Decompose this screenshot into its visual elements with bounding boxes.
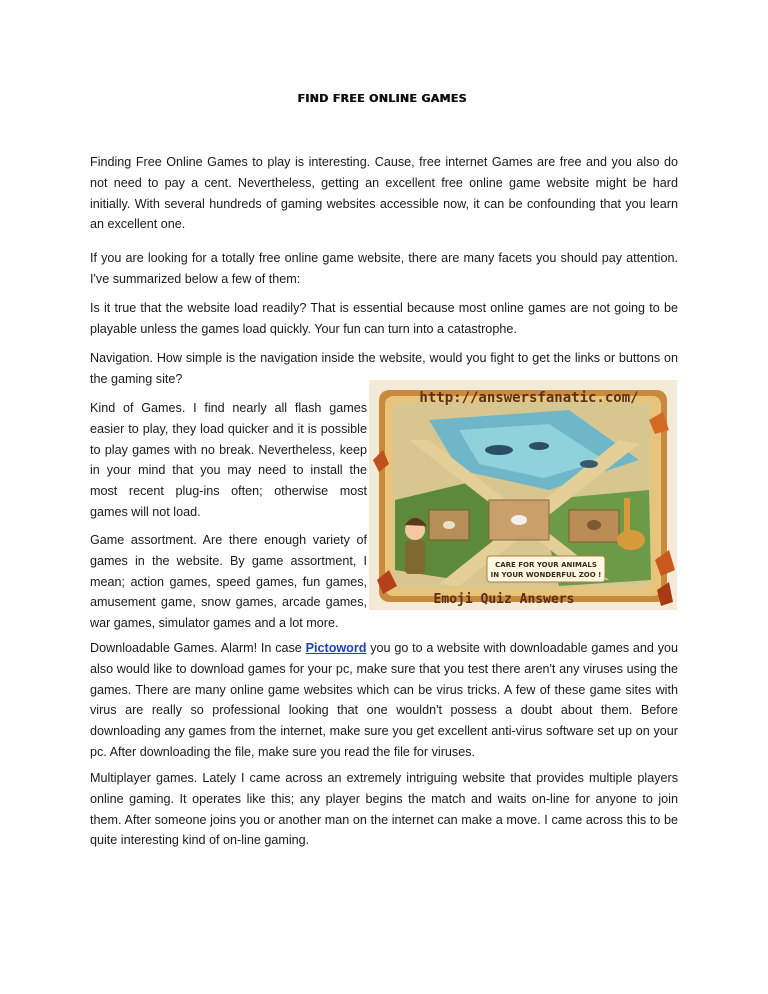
page-title: FIND FREE ONLINE GAMES [297, 92, 467, 105]
image-caption-line1: CARE FOR YOUR ANIMALS [495, 561, 597, 569]
paragraph-downloadable-games [90, 638, 678, 763]
paragraph-facets: If you are looking for a totally free online game website, there are many facets you should pay attention. I've summarized below a few of them: [90, 251, 678, 286]
game-screenshot-image [369, 380, 677, 610]
paragraph-downloadable-text-end: you go to a website with downloadable games and you also would like to download games for your pc, make sure that you test there aren't any viruses using the games. There are many online game websites which can be virus tricks. A few of these game sites with virus are really so professional looking that one wouldn't possess a doubt about them. Before downloading any games from the internet, make sure you get excellent anti-virus software set up on your pc. After downloading the file, make sure you read the file for viruses. [90, 641, 678, 759]
paragraph-intro: Finding Free Online Games to play is interesting. Cause, free internet Games are free and you also do not need to pay a cent. Nevertheless, getting an excellent free online game website might be hard initially. With several hundreds of gaming websites accessible now, it can be confounding that you learn an excellent one. [90, 155, 678, 232]
image-caption-line2: IN YOUR WONDERFUL ZOO ! [490, 571, 602, 579]
image-footer-text: Emoji Quiz Answers [433, 592, 575, 607]
pictoword-link[interactable]: Pictoword [305, 641, 367, 655]
paragraph-game-assortment: Game assortment. Are there enough variety of games in the website. By game assortment, I mean; action games, speed games, fun games, amusement game, snow games, arcade games, war games, simulator games and a lot more. [90, 533, 367, 631]
paragraph-downloadable-text-start: Downloadable Games. Alarm! In case [90, 641, 306, 655]
paragraph-navigation: Navigation. How simple is the navigation inside the website, would you fight to get the links or buttons on the gaming site? [90, 351, 678, 386]
image-url-text: http://answersfanatic.com/ [419, 390, 639, 406]
paragraph-multiplayer: Multiplayer games. Lately I came across an extremely intriguing website that provides multiple players online gaming. It operates like this; any player begins the match and waits on-line for anyone to join them. After someone joins you or another man on the internet can make a move. I came across this to be quite interesting kind of on-line gaming. [90, 771, 678, 848]
paragraph-loading: Is it true that the website load readily? That is essential because most online games are not going to be playable unless the games load quickly. Your fun can turn into a catastrophe. [90, 301, 678, 336]
paragraph-kind-of-games: Kind of Games. I find nearly all flash games easier to play, they load quicker and it is possible to play games with no break. Nevertheless, keep in your mind that you may need to install the most recent plug-ins often; otherwise most games will not load. [90, 401, 367, 519]
